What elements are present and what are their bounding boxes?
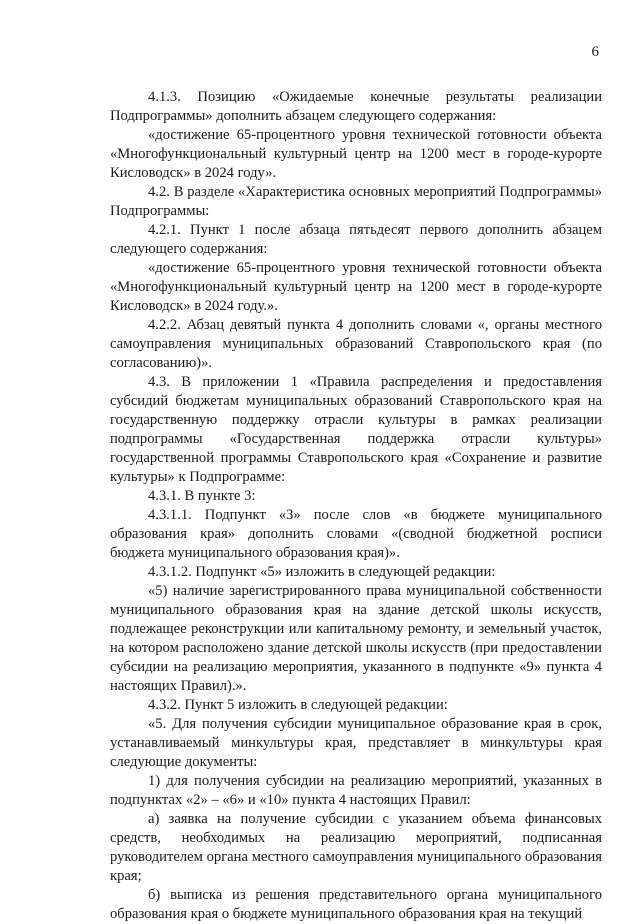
paragraph: «5. Для получения субсидии муниципальное образование края в срок, устанавливаемый минкультуры края, представляет в минкультуры края следующие документы: — [110, 716, 602, 770]
document-body — [110, 88, 602, 924]
page-number: 6 — [591, 44, 599, 60]
paragraph: б) выписка из решения представительного органа муниципального образования края о бюджете муниципального образования края на текущий — [110, 887, 602, 922]
paragraph: 4.2. В разделе «Характеристика основных мероприятий Подпрограммы» Подпрограммы: — [110, 184, 602, 219]
paragraph: 4.1.3. Позицию «Ожидаемые конечные результаты реализации Подпрограммы» дополнить абзацем следующего содержания: — [110, 89, 602, 124]
paragraph: 4.2.1. Пункт 1 после абзаца пятьдесят первого дополнить абзацем следующего содержания: — [110, 222, 602, 257]
paragraph: 4.2.2. Абзац девятый пункта 4 дополнить словами «, органы местного самоуправления муниципальных образований Ставропольского края (по согласованию)». — [110, 317, 602, 371]
paragraph: 4.3.1. В пункте 3: — [148, 488, 256, 504]
paragraph: а) заявка на получение субсидии с указанием объема финансовых средств, необходимых на реализацию мероприятий, подписанная руководителем органа местного самоуправления муниципального образования края; — [110, 811, 602, 884]
paragraph: 4.3.2. Пункт 5 изложить в следующей редакции: — [148, 697, 448, 713]
paragraph: 1) для получения субсидии на реализацию мероприятий, указанных в подпунктах «2» – «6» и «10» пункта 4 настоящих Правил: — [110, 773, 602, 808]
paragraph: 4.3. В приложении 1 «Правила распределения и предоставления субсидий бюджетам муниципальных образований Ставропольского края на государственную поддержку отрасли культуры в рамках реализации подпрограммы «Государственная поддержка отрасли культуры» государственной программы Ставропольского края «Сохранение и развитие культуры» к Подпрограмме: — [110, 374, 602, 485]
paragraph: 4.3.1.1. Подпункт «3» после слов «в бюджете муниципального образования края» дополнить словами «(сводной бюджетной росписи бюджета муниципального образования края)». — [110, 507, 602, 561]
paragraph: «достижение 65-процентного уровня технической готовности объекта «Многофункциональный культурный центр на 1200 мест в городе-курорте Кисловодск» в 2024 году». — [110, 127, 602, 181]
paragraph: «достижение 65-процентного уровня технической готовности объекта «Многофункциональный культурный центр на 1200 мест в городе-курорте Кисловодск» в 2024 году.». — [110, 260, 602, 314]
paragraph: 4.3.1.2. Подпункт «5» изложить в следующей редакции: — [148, 564, 496, 580]
paragraph: «5) наличие зарегистрированного права муниципальной собственности муниципального образования края на здание детской школы искусств, подлежащее реконструкции или капитальному ремонту, и земельный участок, на котором расположено здание детской школы искусств (при предоставлении субсидии на реализацию мероприятия, указанного в подпункте «9» пункта 4 настоящих Правил).». — [110, 583, 602, 694]
